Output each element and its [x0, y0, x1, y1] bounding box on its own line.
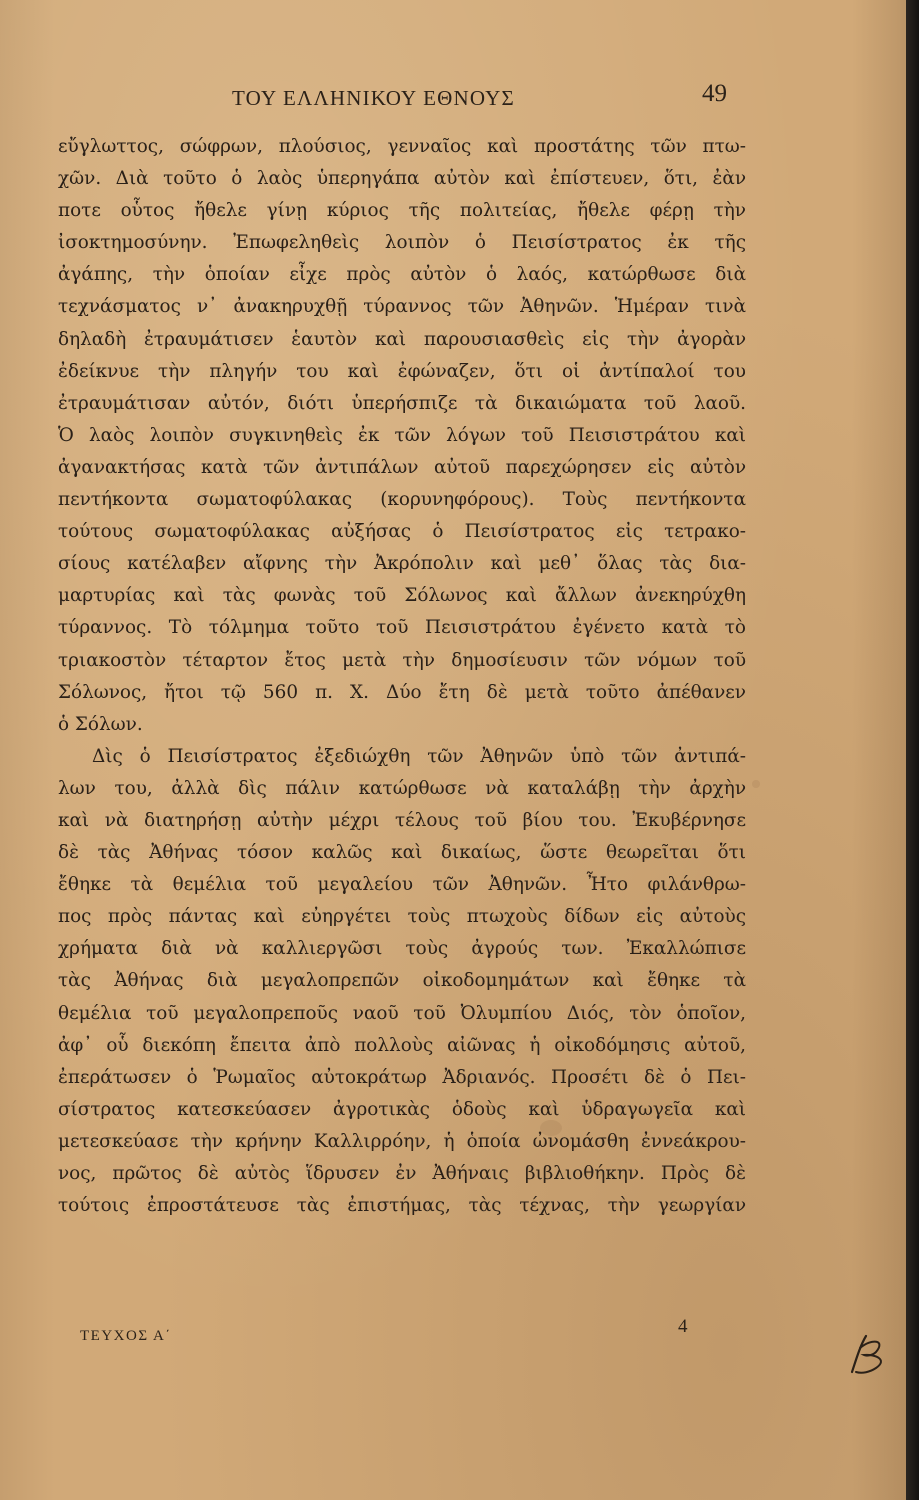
text-line: Σόλωνος, ἤτοι τῷ 560 π. Χ. Δύο ἔτη δὲ μετὰ τοῦτο ἀπέθανεν — [58, 681, 746, 703]
printer-signature: ΤΕΥΧΟΣ Α΄ — [80, 1328, 172, 1344]
text-line: ἔθηκε τὰ θεμέλια τοῦ μεγαλείου τῶν Ἀθηνῶν. Ἦτο φιλάνθρω- — [58, 874, 746, 896]
text-line: σίστρατος κατεσκεύασεν ἀγροτικὰς ὁδοὺς καὶ ὑδραγωγεῖα καὶ — [58, 1098, 746, 1120]
text-line: ἰσοκτημοσύνην. Ἐπωφεληθεὶς λοιπὸν ὁ Πεισίστρατος ἐκ τῆς — [58, 232, 746, 254]
body-text — [58, 131, 746, 1222]
text-line: πος πρὸς πάντας καὶ εὐηργέτει τοὺς πτωχοὺς δίδων εἰς αὐτοὺς — [58, 906, 746, 928]
text-line: δηλαδὴ ἐτραυμάτισεν ἑαυτὸν καὶ παρουσιασθεὶς εἰς τὴν ἀγορὰν — [58, 328, 746, 350]
text-line: μετεσκεύασε τὴν κρήνην Καλλιρρόην, ἡ ὁποία ὠνομάσθη ἐννεάκρου- — [58, 1130, 746, 1152]
text-line: τὰς Ἀθήνας διὰ μεγαλοπρεπῶν οἰκοδομημάτων καὶ ἔθηκε τὰ — [58, 970, 746, 992]
text-line: τριακοστὸν τέταρτον ἔτος μετὰ τὴν δημοσίευσιν τῶν νόμων τοῦ — [58, 649, 746, 671]
text-line: πεντήκοντα σωματοφύλακας (κορυνηφόρους). Τοὺς πεντήκοντα — [58, 489, 746, 511]
text-line: νος, πρῶτος δὲ αὐτὸς ἵδρυσεν ἐν Ἀθήναις βιβλιοθήκην. Πρὸς δὲ — [58, 1163, 746, 1184]
text-line: τούτοις ἐπροστάτευσε τὰς ἐπιστήμας, τὰς τέχνας, τὴν γεωργίαν — [58, 1195, 746, 1217]
text-line: τούτους σωματοφύλακας αὐξήσας ὁ Πεισίστρατος εἰς τετρακο- — [58, 521, 746, 543]
text-line: χρήματα διὰ νὰ καλλιεργῶσι τοὺς ἀγρούς των. Ἐκαλλώπισε — [58, 938, 746, 960]
text-line: ἐδείκνυε τὴν πληγήν του καὶ ἐφώναζεν, ὅτι οἱ ἀντίπαλοί του — [58, 360, 746, 382]
text-line: μαρτυρίας καὶ τὰς φωνὰς τοῦ Σόλωνος καὶ ἄλλων ἀνεκηρύχθη — [58, 585, 746, 607]
text-line: ἐτραυμάτισαν αὐτόν, διότι ὑπερήσπιζε τὰ δικαιώματα τοῦ λαοῦ. — [58, 392, 746, 414]
text-line: ἐπεράτωσεν ὁ Ῥωμαῖος αὐτοκράτωρ Ἀδριανός. Προσέτι δὲ ὁ Πει- — [58, 1066, 746, 1088]
running-title: ΤΟΥ ΕΛΛΗΝΙΚΟΥ ΕΘΝΟΥΣ — [232, 86, 515, 110]
text-line: δὲ τὰς Ἀθήνας τόσον καλῶς καὶ δικαίως, ὥστε θεωρεῖται ὅτι — [58, 842, 746, 864]
paragraph-start-line: Δὶς ὁ Πεισίστρατος ἐξεδιώχθη τῶν Ἀθηνῶν ὑπὸ τῶν ἀντιπά- — [92, 745, 746, 767]
sheet-number: 4 — [678, 1316, 688, 1337]
text-line: καὶ νὰ διατηρήσῃ αὐτὴν μέχρι τέλους τοῦ βίου του. Ἐκυβέρνησε — [58, 809, 746, 831]
text-line: ποτε οὗτος ἤθελε γίνῃ κύριος τῆς πολιτείας, ἤθελε φέρῃ τὴν — [58, 200, 746, 222]
paragraph-end-line: ὁ Σόλων. — [58, 713, 143, 735]
handwritten-pencil-mark-icon — [842, 1332, 890, 1376]
paper-stain — [752, 780, 760, 788]
text-line: λων του, ἀλλὰ δὶς πάλιν κατώρθωσε νὰ καταλάβῃ τὴν ἀρχὴν — [58, 777, 746, 799]
text-line: ἀγανακτήσας κατὰ τῶν ἀντιπάλων αὐτοῦ παρεχώρησεν εἰς αὐτὸν — [58, 456, 746, 478]
text-line: θεμέλια τοῦ μεγαλοπρεποῦς ναοῦ τοῦ Ὀλυμπίου Διός, τὸν ὁποῖον, — [58, 1002, 746, 1024]
scan-edge — [906, 0, 919, 1500]
text-line: ἀφ᾽ οὗ διεκόπη ἔπειτα ἀπὸ πολλοὺς αἰῶνας ἡ οἰκοδόμησις αὐτοῦ, — [58, 1034, 746, 1056]
text-line: Ὁ λαὸς λοιπὸν συγκινηθεὶς ἐκ τῶν λόγων τοῦ Πεισιστράτου καὶ — [58, 424, 746, 446]
text-line: χῶν. Διὰ τοῦτο ὁ λαὸς ὑπερηγάπα αὐτὸν καὶ ἐπίστευεν, ὅτι, ἐὰν — [58, 168, 746, 190]
page-number: 49 — [702, 80, 727, 107]
text-line: εὔγλωττος, σώφρων, πλούσιος, γενναῖος καὶ προστάτης τῶν πτω- — [58, 136, 746, 157]
text-line: τύραννος. Τὸ τόλμημα τοῦτο τοῦ Πεισιστράτου ἐγένετο κατὰ τὸ — [58, 617, 746, 639]
text-line: σίους κατέλαβεν αἴφνης τὴν Ἀκρόπολιν καὶ μεθ᾽ ὅλας τὰς δια- — [58, 553, 746, 575]
text-line: τεχνάσματος ν᾽ ἀνακηρυχθῇ τύραννος τῶν Ἀθηνῶν. Ἡμέραν τινὰ — [58, 296, 746, 318]
text-line: ἀγάπης, τὴν ὁποίαν εἶχε πρὸς αὐτὸν ὁ λαός, κατώρθωσε διὰ — [58, 264, 746, 286]
